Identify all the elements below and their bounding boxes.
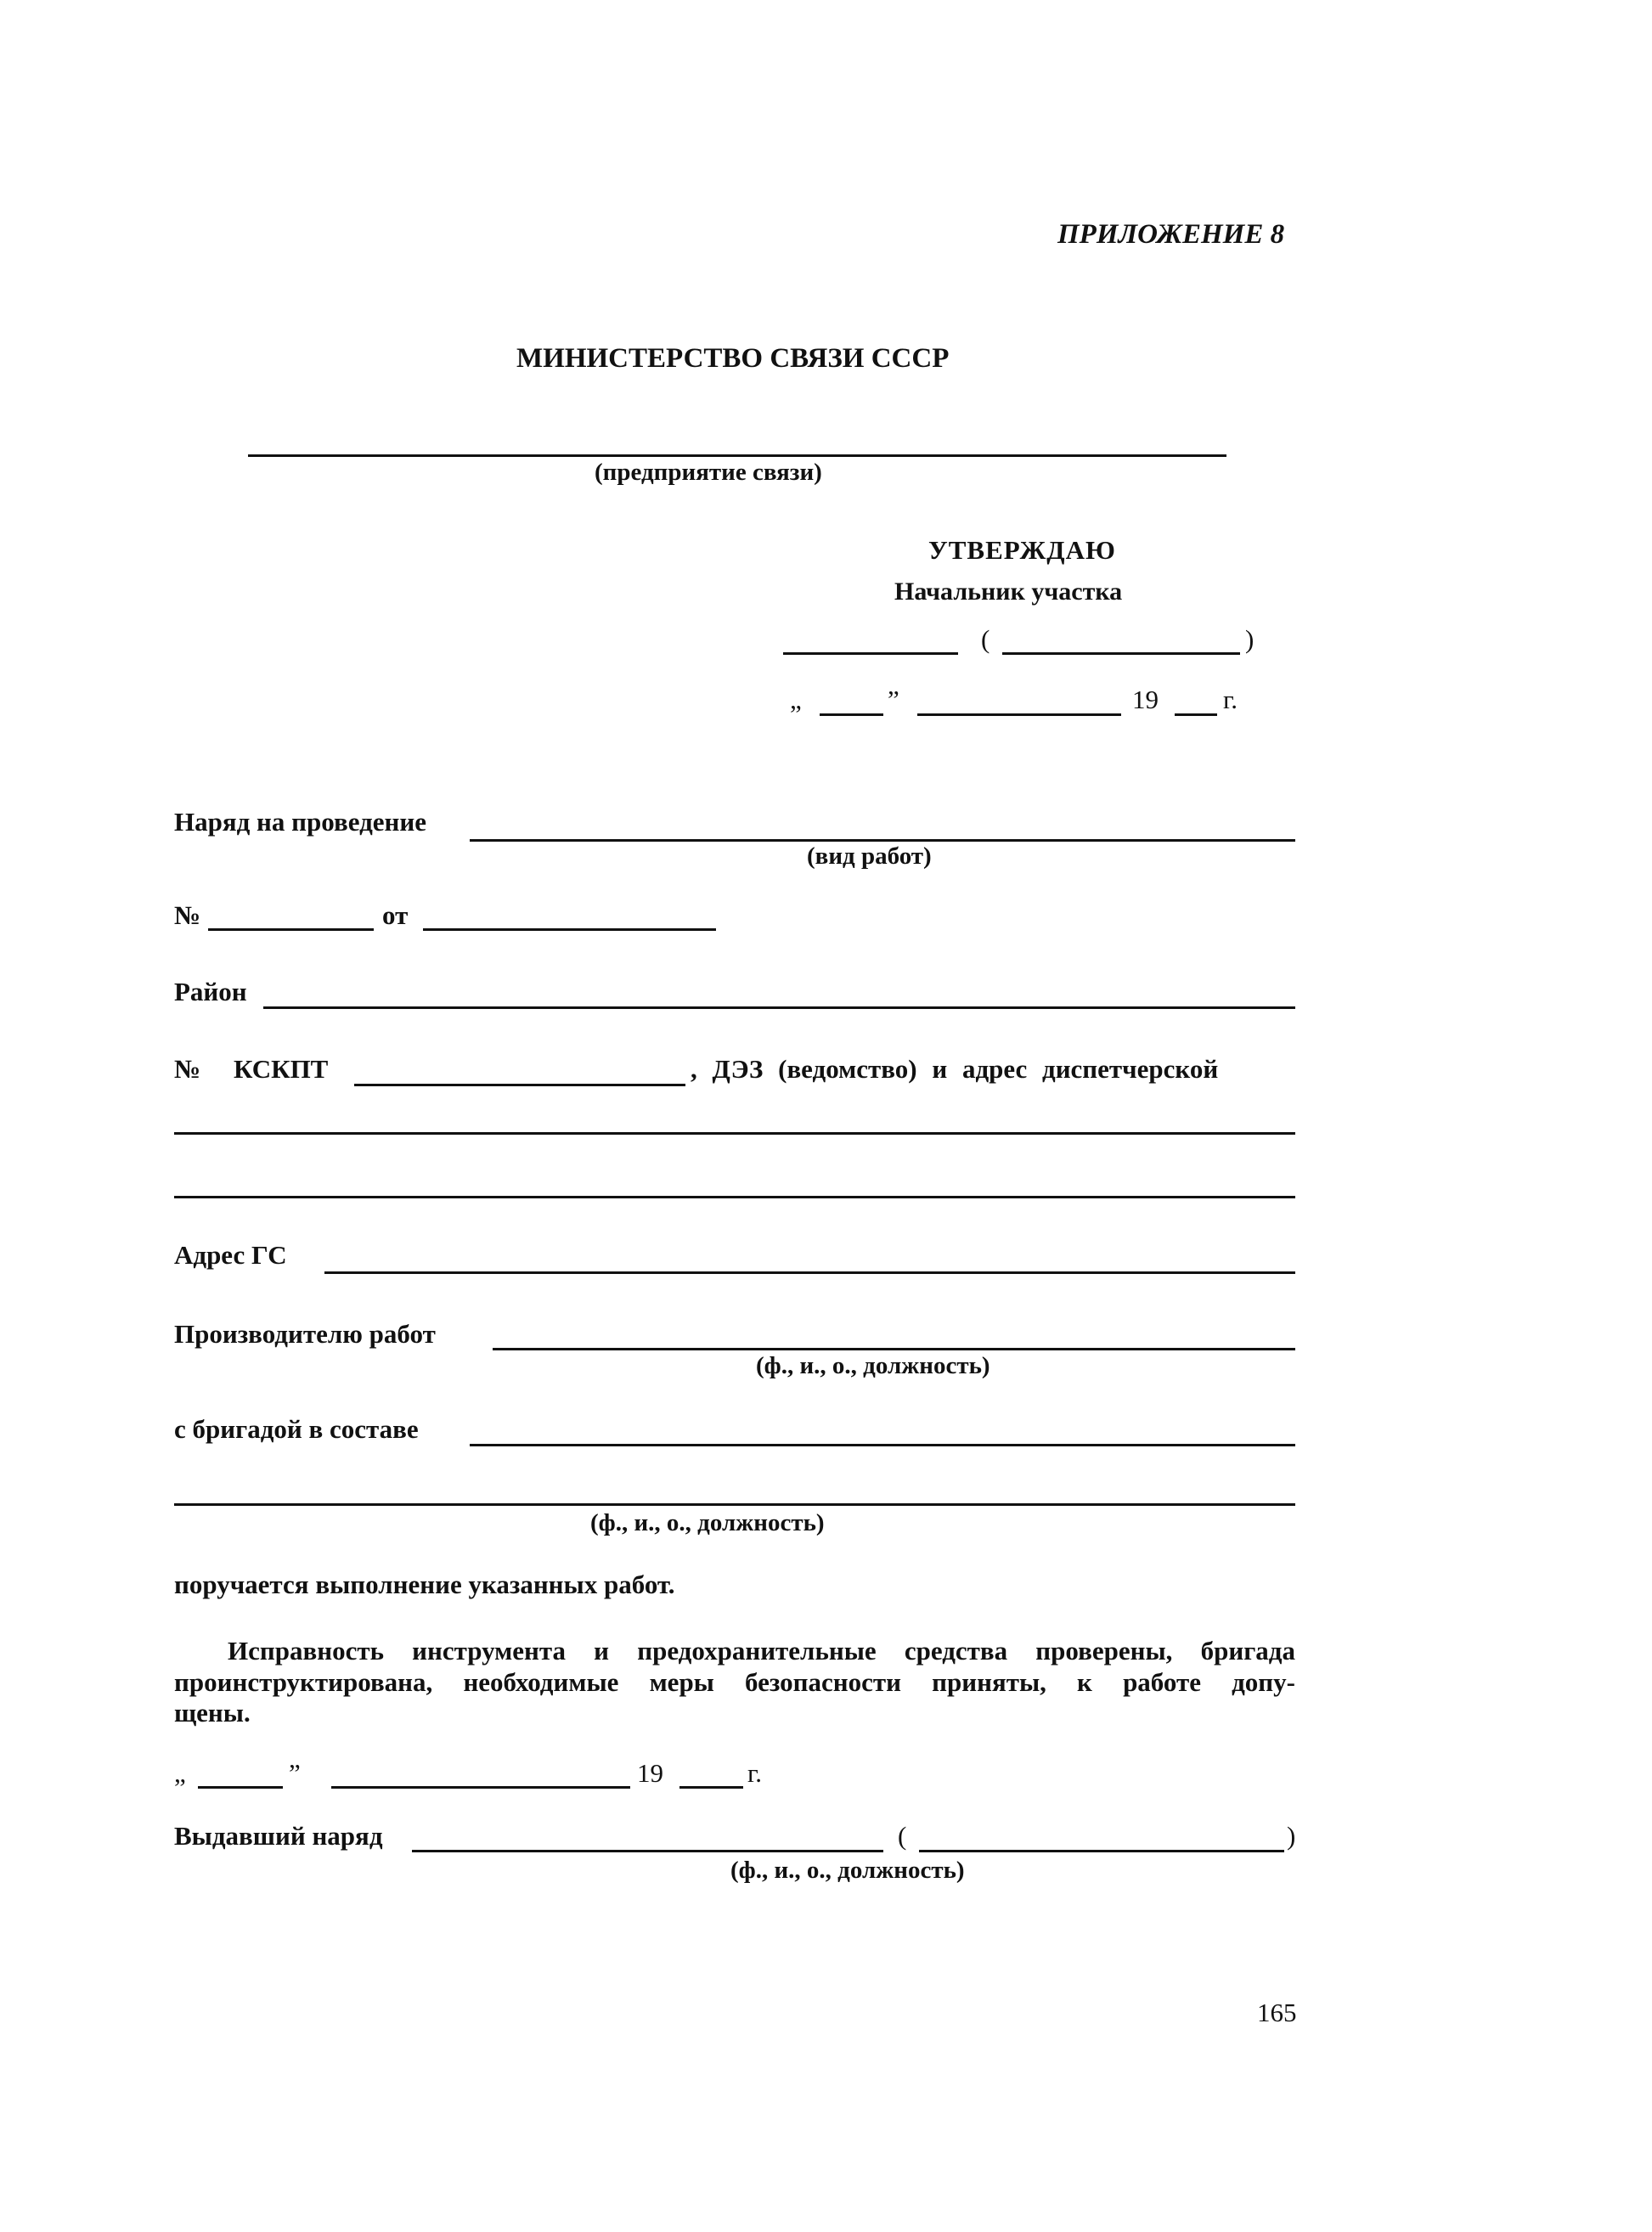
- district-field[interactable]: [263, 1006, 1295, 1009]
- ksk-tail-text: , ДЭЗ (ведомство) и адрес диспетчерской: [691, 1054, 1219, 1084]
- approve-name-field[interactable]: [1002, 652, 1240, 655]
- date2-year-suffix: г.: [747, 1758, 762, 1788]
- appendix-label: ПРИЛОЖЕНИЕ 8: [1057, 219, 1285, 250]
- date2-day-field[interactable]: [198, 1786, 283, 1789]
- district-label: Район: [174, 977, 247, 1006]
- checked-text-body: Исправность инструмента и предохранительные средства проверены, бригада проинструктирована, необходимые меры безопасности приняты, к работе допу-: [174, 1636, 1295, 1697]
- approve-quote-close: ”: [888, 685, 899, 714]
- approve-year-field[interactable]: [1175, 713, 1217, 716]
- manager-label: Производителю работ: [174, 1319, 436, 1349]
- order-number-field[interactable]: [208, 928, 374, 931]
- manager-field[interactable]: [493, 1348, 1295, 1350]
- approve-signature-field[interactable]: [783, 652, 958, 655]
- issuer-caption: (ф., и., о., должность): [730, 1857, 965, 1884]
- brigade-field-2[interactable]: [174, 1503, 1295, 1506]
- issuer-paren-close: ): [1287, 1821, 1296, 1851]
- ksk-sign: №: [174, 1054, 201, 1084]
- number-sign: №: [174, 900, 201, 930]
- approve-day-field[interactable]: [820, 713, 883, 716]
- ministry-title: МИНИСТЕРСТВО СВЯЗИ СССР: [516, 343, 950, 374]
- issuer-name-field[interactable]: [919, 1850, 1284, 1852]
- dispatch-address-field-1[interactable]: [174, 1132, 1295, 1135]
- order-caption: (вид работ): [807, 843, 932, 870]
- ksk-number-field[interactable]: [354, 1084, 685, 1086]
- brigade-field-1[interactable]: [470, 1444, 1295, 1446]
- date2-year-prefix: 19: [637, 1758, 663, 1788]
- date2-quote-open: „: [174, 1758, 186, 1788]
- approve-quote-open: „: [790, 685, 802, 714]
- checked-text-end: щены.: [174, 1698, 251, 1728]
- page-number: 165: [1257, 1998, 1297, 2027]
- enterprise-field[interactable]: [248, 454, 1226, 457]
- approve-paren-open: (: [981, 624, 990, 654]
- issuer-label: Выдавший наряд: [174, 1821, 383, 1851]
- approve-position: Начальник участка: [894, 578, 1123, 606]
- approve-paren-close: ): [1245, 624, 1255, 654]
- gs-address-field[interactable]: [324, 1271, 1295, 1274]
- approve-title: УТВЕРЖДАЮ: [928, 535, 1116, 565]
- gs-label: Адрес ГС: [174, 1240, 287, 1270]
- order-date-field[interactable]: [423, 928, 716, 931]
- issuer-paren-open: (: [898, 1821, 907, 1851]
- brigade-caption: (ф., и., о., должность): [590, 1509, 825, 1536]
- manager-caption: (ф., и., о., должность): [756, 1352, 990, 1379]
- issuer-signature-field[interactable]: [412, 1850, 883, 1852]
- order-work-type-field[interactable]: [470, 839, 1295, 842]
- brigade-label: с бригадой в составе: [174, 1414, 419, 1444]
- approve-year-suffix: г.: [1223, 685, 1238, 714]
- approve-year-prefix: 19: [1132, 685, 1159, 714]
- approve-month-field[interactable]: [917, 713, 1121, 716]
- date2-year-field[interactable]: [679, 1786, 743, 1789]
- enterprise-caption: (предприятие связи): [595, 459, 822, 486]
- number-from: от: [382, 900, 409, 930]
- date2-month-field[interactable]: [331, 1786, 630, 1789]
- date2-quote-close: ”: [289, 1758, 301, 1788]
- ksk-label: КСКПТ: [234, 1054, 329, 1084]
- dispatch-address-field-2[interactable]: [174, 1196, 1295, 1198]
- assigned-text: поручается выполнение указанных работ.: [174, 1570, 675, 1599]
- order-label: Наряд на проведение: [174, 807, 427, 837]
